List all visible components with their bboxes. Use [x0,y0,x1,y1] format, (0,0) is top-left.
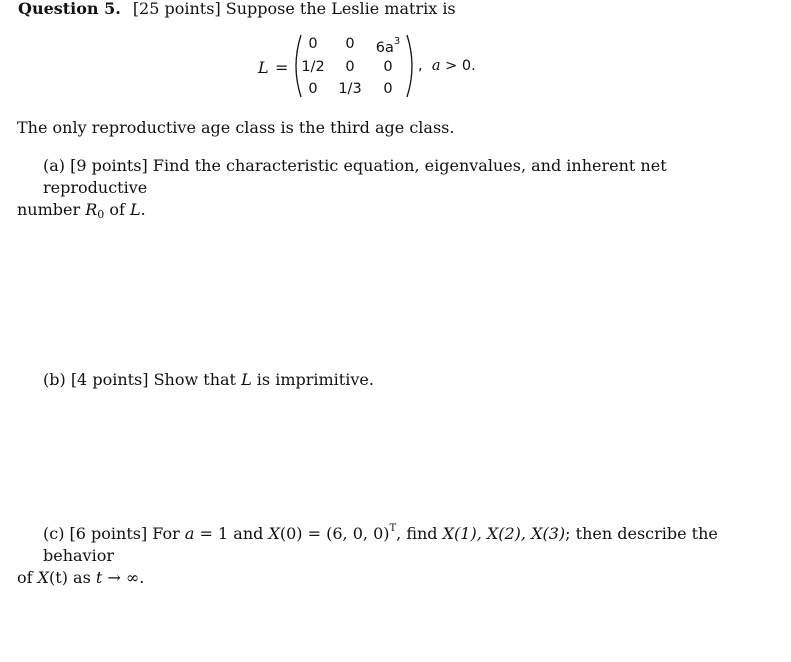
condition-rest: > 0. [445,58,476,74]
part-c-t5: ; then describe the behavior [43,524,718,565]
part-c-t3: (0) = (6, 0, 0) [279,524,390,543]
matrix-cell-r3c2: 1/3 [338,81,362,97]
part-c-line-2 [17,567,727,589]
matrix-cell-r3c3: 0 [383,81,393,97]
part-c-X0: X [268,524,280,543]
r-subscript: 0 [97,208,105,221]
part-c-a: a [184,524,195,543]
part-b-L: L [241,370,252,389]
part-a [17,155,727,226]
matrix-equals: = [275,58,289,77]
question-intro: [25 points] Suppose the Leslie matrix is [132,0,456,18]
condition-comma: , [418,58,423,74]
matrix-cell-r1c3 [370,36,406,56]
matrix-cell-r2c2: 0 [345,59,355,75]
part-a-line-2 [17,199,727,226]
part-c-t2: = 1 and [199,524,264,543]
matrix-cell-exponent: 3 [393,36,401,47]
part-a-number-word: number [17,200,81,219]
part-c-of: of [17,568,33,587]
condition-var: a [431,58,441,74]
question-header [18,0,456,18]
matrix-condition [418,58,476,74]
part-c-arrow: → ∞. [107,568,145,587]
leslie-matrix [258,33,428,101]
part-c-Xt: X [37,568,50,587]
part-c-list: X(1), X(2), X(3) [442,524,566,543]
part-a-of: of [109,200,125,219]
matrix-cell-r1c3-base: 6a [375,40,394,56]
part-a-L: L [130,200,141,219]
right-parenthesis [405,33,419,99]
part-a-end: . [140,200,146,219]
part-c [17,518,727,589]
part-c-line-1 [17,518,727,567]
matrix-name: L [258,58,269,77]
part-a-line-1: (a) [9 points] Find the characteristic equation, eigenvalues, and inherent net reproductive [43,156,667,197]
part-c-transpose: T [389,523,397,534]
r-symbol: R [85,200,98,219]
part-b-line [17,369,727,391]
part-b-rest: is imprimitive. [256,370,374,389]
part-c-t6: (t) as [49,568,91,587]
part-b [17,369,727,391]
matrix-cell-r2c1: 1/2 [301,59,325,75]
part-b-text: (b) [4 points] Show that [43,370,236,389]
matrix-cell-r1c1: 0 [308,36,318,52]
part-c-t1: (c) [6 points] For [43,524,180,543]
statement: The only reproductive age class is the third age class. [17,118,455,137]
matrix-cell-r3c1: 0 [308,81,318,97]
matrix-cell-r2c3: 0 [383,59,393,75]
question-label: Question 5. [18,0,121,18]
part-c-t: t [95,568,103,587]
matrix-cell-r1c2: 0 [345,36,355,52]
part-c-t4: , find [396,524,438,543]
